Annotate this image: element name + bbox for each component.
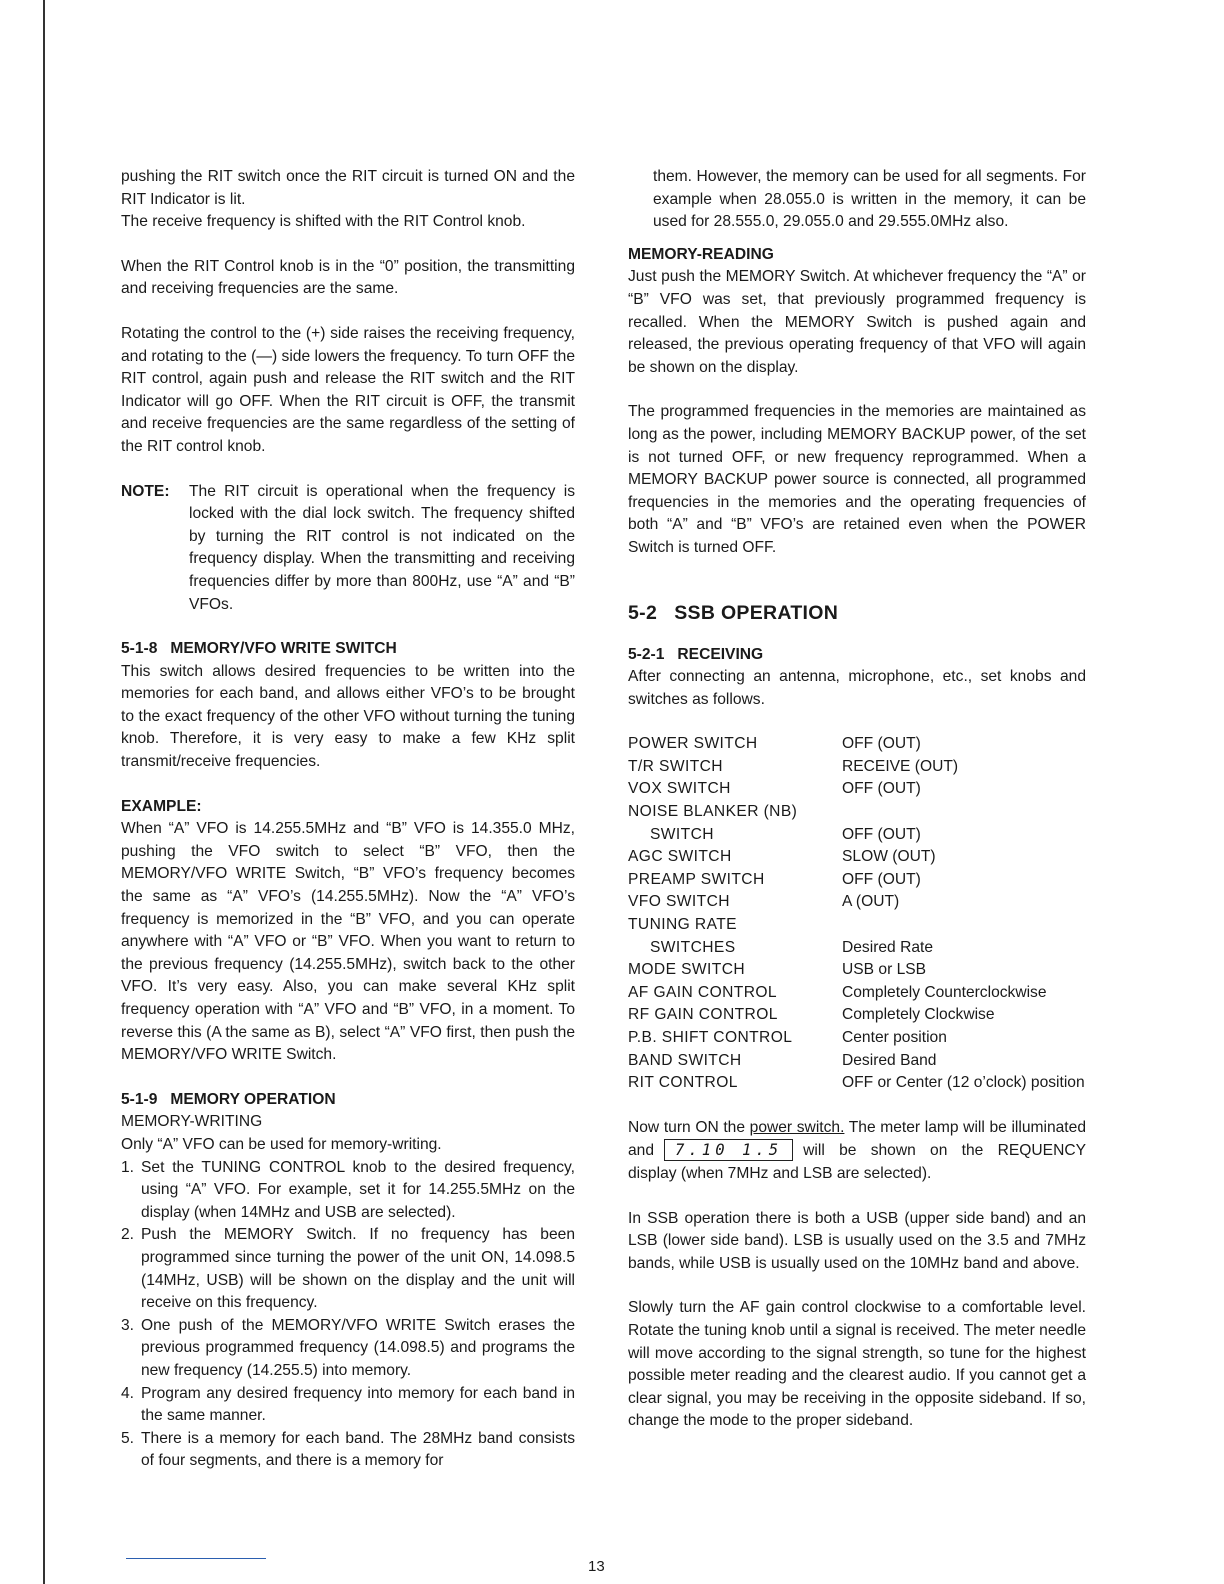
right-column xyxy=(628,166,1086,1433)
memory-writing-heading: MEMORY-WRITING xyxy=(121,1113,263,1131)
table-row: TUNING RATE xyxy=(628,916,737,934)
rit-rotate-paragraph: Rotating the control to the (+) side raises the receiving frequency, and rotating to the (—) side lowers the frequency. To turn OFF the RIT control, again push and release the RIT switch and the RIT Indicator will go OFF. When the RIT circuit is OFF, the transmit and receive frequencies are the same regardless of the setting of the RIT control knob. xyxy=(121,324,575,455)
memory-reading-text: Just push the MEMORY Switch. At whichever frequency the “A” or “B” VFO was set, that previously programmed frequency is recalled. When the MEMORY Switch is pushed again and released, the previous operating frequency of that VFO will again be shown on the display. xyxy=(628,268,1086,376)
list-item: 3. One push of the MEMORY/VFO WRITE Switch erases the previous programmed frequency (14.098.5) and programs the new frequency (14.255.5) into memory. xyxy=(121,1316,575,1379)
section-5-2-heading: 5-2 SSB OPERATION xyxy=(628,601,839,624)
list-item: 1. Set the TUNING CONTROL knob to the desired frequency, using “A” VFO. For example, set it for 14.255.5MHz on the display (when 14MHz and USB are selected). xyxy=(121,1158,575,1221)
section-5-2-1-heading: 5-2-1 RECEIVING xyxy=(628,645,764,663)
binding-margin-line xyxy=(43,0,45,1584)
rit-zero-paragraph: When the RIT Control knob is in the “0” position, the transmitting and receiving frequencies are the same. xyxy=(121,257,575,298)
table-row: RIT CONTROL OFF or Center (12 o’clock) position xyxy=(628,1074,1085,1092)
memory-reading-heading: MEMORY-READING xyxy=(628,245,774,263)
footer-rule xyxy=(126,1558,266,1559)
table-row: PREAMP SWITCH OFF (OUT) xyxy=(628,870,921,888)
frequency-display-lcd: 7.10 1.5 xyxy=(664,1139,793,1161)
list-item: 5. There is a memory for each band. The 28MHz band consists of four segments, and there is a memory for xyxy=(121,1429,575,1470)
left-column xyxy=(121,166,575,1473)
table-row: SWITCHES Desired Rate xyxy=(650,938,934,956)
note-text: The RIT circuit is operational when the frequency is locked with the dial lock switch. The frequency shifted by turning the RIT control is not indicated on the frequency display. When the transmitting and receiving frequencies differ by more than 800Hz, use “A” and “B” VFOs. xyxy=(189,482,575,613)
memory-writing-steps xyxy=(121,1157,575,1473)
example-label: EXAMPLE: xyxy=(121,797,202,815)
table-row: VFO SWITCH A (OUT) xyxy=(628,893,900,911)
rit-shift-paragraph: The receive frequency is shifted with the RIT Control knob. xyxy=(121,213,526,231)
table-row: MODE SWITCH USB or LSB xyxy=(628,961,927,979)
table-row: RF GAIN CONTROL Completely Clockwise xyxy=(628,1006,995,1024)
table-row: T/R SWITCH RECEIVE (OUT) xyxy=(628,757,959,775)
list-item: 4. Program any desired frequency into memory for each band in the same manner. xyxy=(121,1384,575,1425)
example-text: When “A” VFO is 14.255.5MHz and “B” VFO is 14.355.0 MHz, pushing the VFO switch to select “B” VFO, then the MEMORY/VFO WRITE Switch, “B” VFO’s frequency becomes the same as “A” VFO’s (14.255.5MHz). Now the “A” VFO’s frequency is memorized in the “B” VFO, and you can operate anywhere with “A” VFO or “B” VFO. When you want to return to the previous frequency (14.255.5MHz), switch back to the other VFO. It’s very easy. Also, you can make several KHz split frequency operation with “A” VFO and “B” VFO, in a moment. To reverse this (A the same as B), select “A” VFO first, then push the MEMORY/VFO WRITE Switch. xyxy=(121,820,575,1064)
note-label: NOTE: xyxy=(121,482,170,500)
table-row: BAND SWITCH Desired Band xyxy=(628,1051,937,1069)
tuning-paragraph: Slowly turn the AF gain control clockwise to a comfortable level. Rotate the tuning knob until a signal is received. The meter needle will move according to the signal strength, so tune for the highest possible meter reading and the clearest audio. If you cannot get a clear signal, you may be receiving in the opposite sideband. If so, change the mode to the proper sideband. xyxy=(628,1299,1086,1430)
table-row: SWITCH OFF (OUT) xyxy=(650,825,921,843)
memory-backup-text: The programmed frequencies in the memories are maintained as long as the power, including MEMORY BACKUP power, of the set is not turned OFF, or new frequency reprogrammed. When a MEMORY BACKUP power source is connected, all programmed frequencies in the memories and the operating frequencies of both “A” and “B” VFO’s are retained even when the POWER Switch is turned OFF. xyxy=(628,403,1086,556)
power-on-paragraph: Now turn ON the power switch. The meter lamp will be illuminated and 7.10 1.5 will be shown on the REQUENCY display (when 7MHz and LSB are selected). xyxy=(628,1118,1086,1182)
table-row: POWER SWITCH OFF (OUT) xyxy=(628,735,921,753)
list-item: 2. Push the MEMORY Switch. If no frequency has been programmed since turning the power of the unit ON, 14.098.5 (14MHz, USB) will be shown on the display and the unit will receive on this frequency. xyxy=(121,1226,575,1312)
section-5-1-9-heading: 5-1-9 MEMORY OPERATION xyxy=(121,1090,336,1108)
rit-note xyxy=(121,481,575,617)
ssb-sideband-paragraph: In SSB operation there is both a USB (upper side band) and an LSB (lower side band). LSB is usually used on the 3.5 and 7MHz bands, while USB is usually used on the 10MHz band and above. xyxy=(628,1209,1086,1272)
table-row: P.B. SHIFT CONTROL Center position xyxy=(628,1029,947,1046)
memory-writing-intro: Only “A” VFO can be used for memory-writing. xyxy=(121,1135,442,1153)
settings-table xyxy=(628,733,1086,1095)
receiving-intro: After connecting an antenna, microphone, etc., set knobs and switches as follows. xyxy=(628,668,1086,708)
section-5-1-8-text: This switch allows desired frequencies to be written into the memories for each band, and allows either VFO’s to be brought to the exact frequency of the other VFO without turning the tuning knob. Therefore, it is very easy to make a few KHz split transmit/receive frequencies. xyxy=(121,662,575,771)
rit-push-paragraph: pushing the RIT switch once the RIT circuit is turned ON and the RIT Indicator is lit. xyxy=(121,168,575,208)
memory-segments-paragraph: them. However, the memory can be used for all segments. For example when 28.055.0 is written in the memory, it can be used for 28.555.0, 29.055.0 and 29.555.0MHz also. xyxy=(653,168,1086,231)
table-row: AF GAIN CONTROL Completely Counterclockwise xyxy=(628,983,1047,1001)
table-row: VOX SWITCH OFF (OUT) xyxy=(628,780,921,798)
page-number: 13 xyxy=(588,1558,605,1575)
table-row: AGC SWITCH SLOW (OUT) xyxy=(628,848,936,866)
section-5-1-8-heading: 5-1-8 MEMORY/VFO WRITE SWITCH xyxy=(121,640,397,658)
table-row: NOISE BLANKER (NB) xyxy=(628,803,798,821)
